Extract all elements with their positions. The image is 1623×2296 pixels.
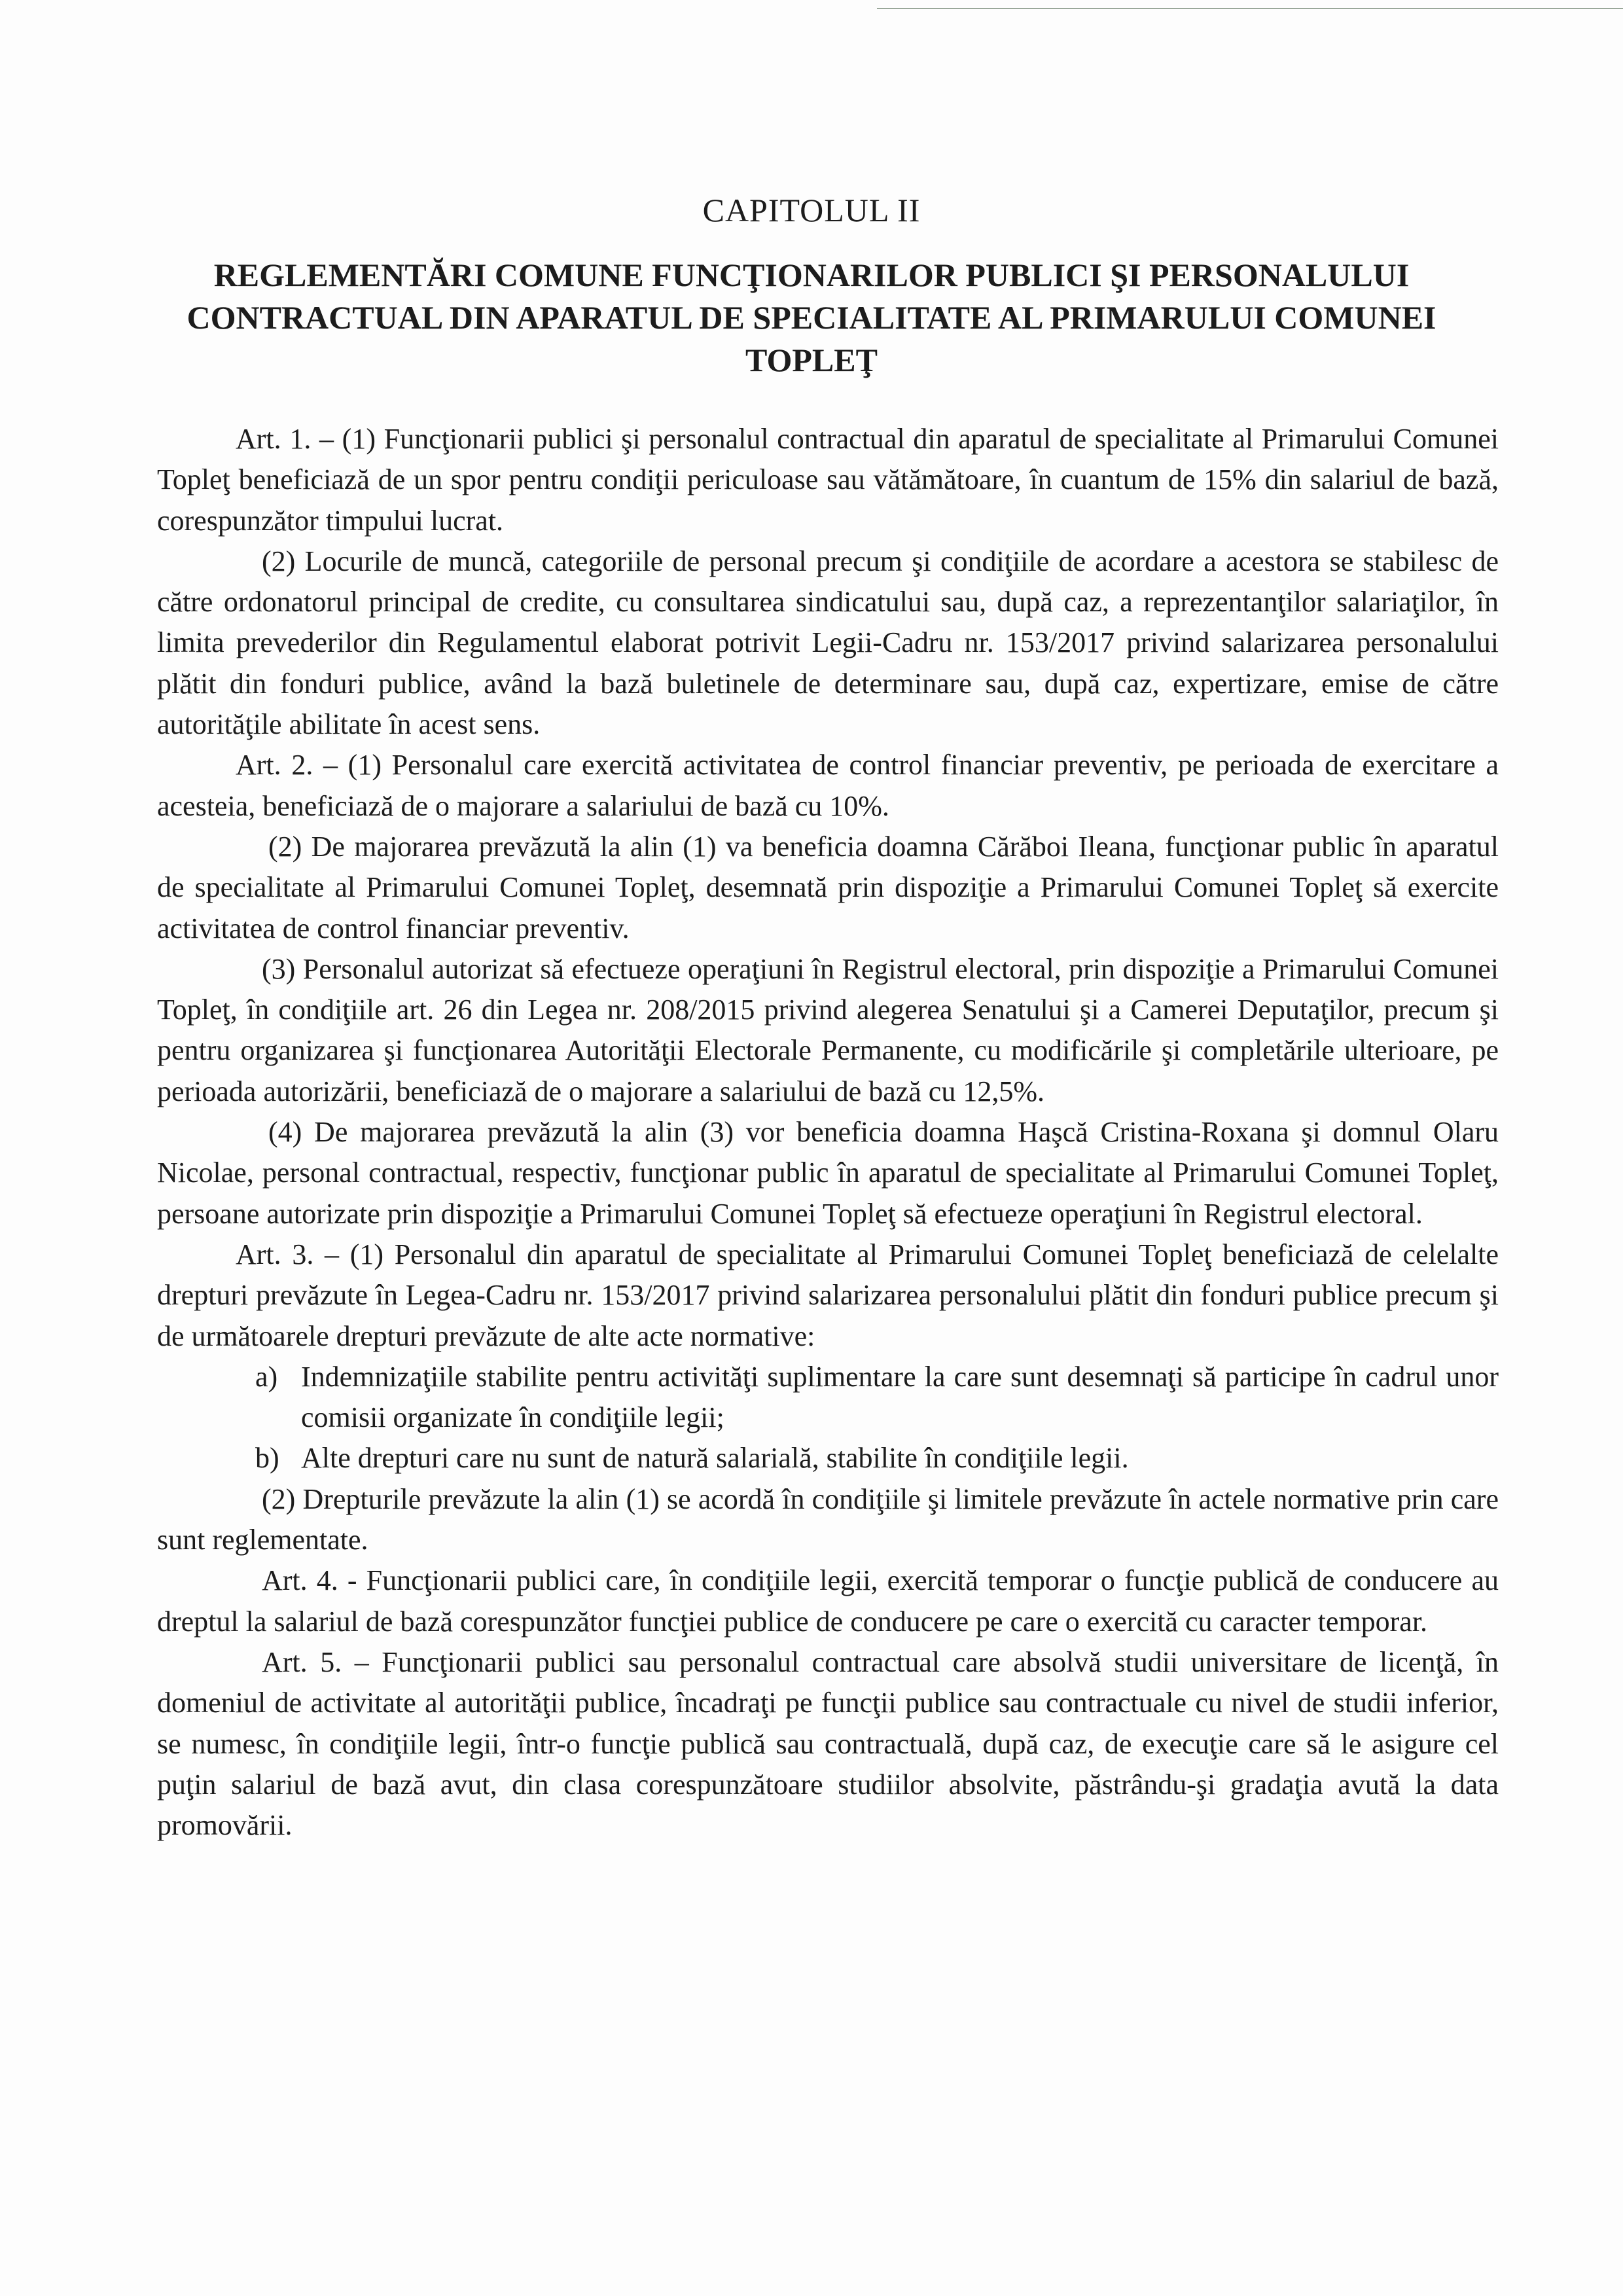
chapter-heading: CAPITOLUL II (702, 192, 921, 228)
list-text-a: Indemnizaţiile stabilite pentru activităţi suplimentare la care sunt desemnaţi să participe în cadrul unor comisii organizate în condiţiile legii; (301, 1360, 1499, 1434)
article-5-paragraph: Art. 5. – Funcţionarii publici sau personalul contractual care absolvă studii universitare de licenţă, în domeniul de activitate al autorităţii publice, încadraţi pe funcţii publice sau contractuale cu nivel de studii inferior, se numesc, în condiţiile legii, într-o funcţie publică sau contractuală, după caz, de execuţie care să le asigure cel puţin salariul de bază avut, din clasa corespunzătoare studiilor absolvite, păstrându-şi gradaţia avută la data promovării. (157, 1645, 1499, 1842)
article-2-paragraph-4: (4) De majorarea prevăzută la alin (3) vor beneficia doamna Haşcă Cristina-Roxana şi domnul Olaru Nicolae, personal contractual, respectiv, funcţionar public în aparatul de specialitate al Primarului Comunei Topleţ, persoane autorizate prin dispoziţie a Primarului Comunei Topleţ să efectueze operaţiuni în Registrul electoral. (157, 1116, 1499, 1230)
article-4-paragraph: Art. 4. - Funcţionarii publici care, în condiţiile legii, exercită temporar o funcţie publică de conducere au dreptul la salariul de bază corespunzător funcţiei publice de conducere pe care o exercită cu caracter temporar. (157, 1564, 1499, 1638)
article-3-paragraph-2: (2) Drepturile prevăzute la alin (1) se acordă în condiţiile şi limitele prevăzute în actele normative prin care sunt reglementate. (157, 1482, 1499, 1556)
article-3-list-item-a (157, 1357, 1499, 1439)
article-2-paragraph-3: (3) Personalul autorizat să efectueze operaţiuni în Registrul electoral, prin dispoziţie a Primarului Comunei Topleţ, în condiţiile art. 26 din Legea nr. 208/2015 privind alegerea Senatului şi a Camerei Deputaţilor, precum şi pentru organizarea şi funcţionarea Autorităţii Electorale Permanente, cu modificările şi completările ulterioare, pe perioada autorizării, beneficiază de o majorare a salariului de bază cu 12,5%. (157, 952, 1499, 1107)
article-1-paragraph-1: Art. 1. – (1) Funcţionarii publici şi personalul contractual din aparatul de specialitate al Primarului Comunei Topleţ beneficiază de un spor pentru condiţii periculoase sau vătămătoare, în cuantum de 15% din salariul de bază, corespunzător timpului lucrat. (157, 423, 1499, 537)
article-2-paragraph-1: Art. 2. – (1) Personalul care exercită activitatea de control financiar preventiv, pe perioada de exercitare a acesteia, beneficiază de o majorare a salariului de bază cu 10%. (157, 749, 1499, 822)
top-edge-line (877, 8, 1623, 9)
article-2-paragraph-2: (2) De majorarea prevăzută la alin (1) va beneficia doamna Cărăboi Ileana, funcţionar public în aparatul de specialitate al Primarului Comunei Topleţ, desemnată prin dispoziţie a Primarului Comunei Topleţ să exercite activitatea de control financiar preventiv. (157, 830, 1499, 944)
list-marker-a: a) (255, 1360, 278, 1393)
article-3-paragraph-1: Art. 3. – (1) Personalul din aparatul de specialitate al Primarului Comunei Topleţ beneficiază de celelalte drepturi prevăzute în Legea-Cadru nr. 153/2017 privind salarizarea personalului plătit din fonduri publice precum şi de următoarele drepturi prevăzute de alte acte normative: (157, 1238, 1499, 1352)
article-3-list-item-b (157, 1438, 1499, 1479)
article-1-paragraph-2: (2) Locurile de muncă, categoriile de personal precum şi condiţiile de acordare a acestora se stabilesc de către ordonatorul principal de credite, cu consultarea sindicatului sau, după caz, a reprezentanţilor salariaţilor, în limita prevederilor din Regulamentul elaborat potrivit Legii-Cadru nr. 153/2017 privind salarizarea personalului plătit din fonduri publice, având la bază buletinele de determinare sau, după caz, expertizare, emise de către autorităţile abilitate în acest sens. (157, 545, 1499, 741)
document-body (157, 419, 1499, 1846)
document-title: REGLEMENTĂRI COMUNE FUNCŢIONARILOR PUBLICI ŞI PERSONALULUI CONTRACTUAL DIN APARATUL DE SPECIALITATE AL PRIMARULUI COMUNEI TOPLEŢ (187, 257, 1436, 378)
list-text-b: Alte drepturi care nu sunt de natură salarială, stabilite în condiţiile legii. (301, 1442, 1129, 1475)
list-marker-b: b) (255, 1442, 279, 1475)
